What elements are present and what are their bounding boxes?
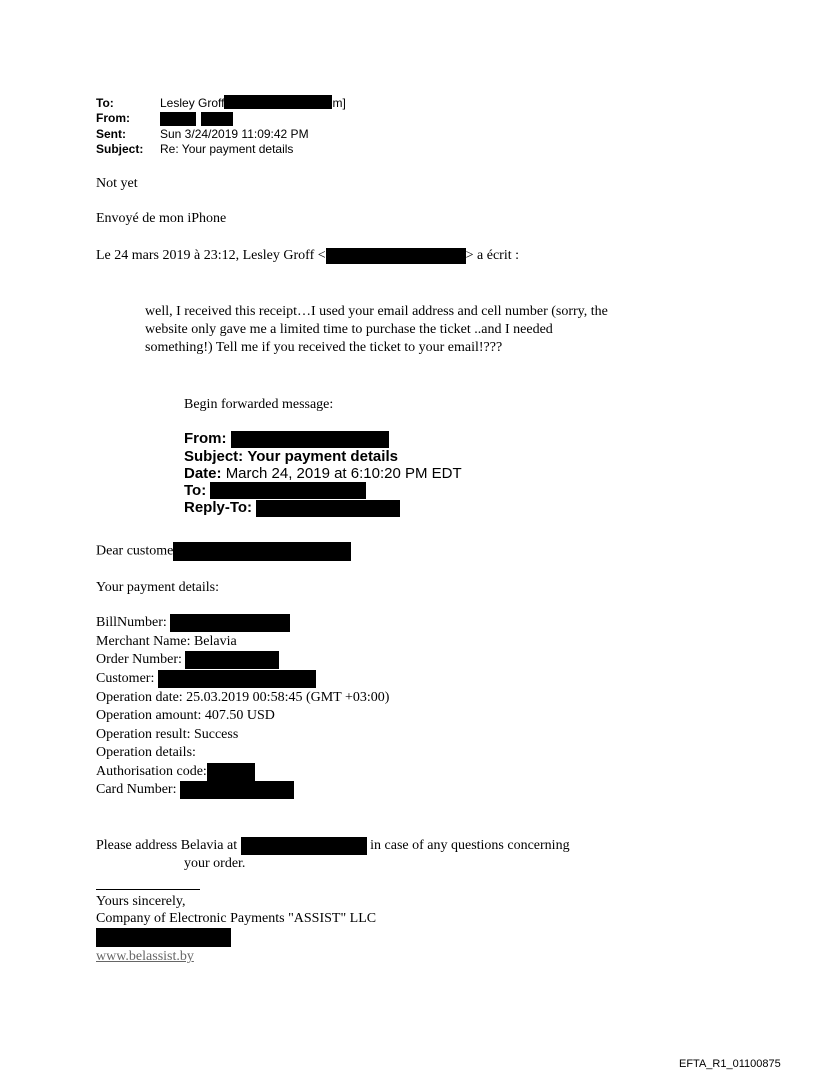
card-number-label: Card Number: (96, 782, 177, 798)
forwarded-date-value: March 24, 2019 at 6:10:20 PM EDT (225, 464, 462, 482)
forwarded-subject (184, 448, 462, 465)
quoted-line: well, I received this receipt…I used your email address and cell number (sorry, the (145, 304, 608, 319)
redaction-block (241, 837, 367, 855)
forwarded-subject-value: Your payment details (247, 447, 398, 465)
quoted-line: something!) Tell me if you received the ticket to your email!??? (145, 340, 503, 355)
forwarded-to-label: To: (184, 481, 207, 499)
operation-details-row: Operation details: (96, 745, 196, 761)
to-label: To: (96, 96, 114, 110)
sent-label: Sent: (96, 127, 126, 141)
address-line-2: your order. (184, 856, 246, 871)
forwarded-to (184, 482, 462, 500)
forwarded-replyto-label: Reply-To: (184, 499, 253, 517)
order-number-label: Order Number: (96, 652, 182, 668)
redaction-block (256, 500, 400, 517)
redaction-block (170, 614, 290, 632)
subject-value: Re: Your payment details (160, 142, 294, 156)
customer-label: Customer: (96, 671, 155, 687)
document-id: EFTA_R1_01100875 (679, 1058, 781, 1070)
operation-result-row: Operation result: Success (96, 726, 239, 742)
closing: Yours sincerely, (96, 894, 186, 909)
order-number-row (96, 651, 389, 670)
forwarded-replyto (184, 499, 462, 517)
forwarded-begin: Begin forwarded message: (184, 397, 334, 412)
greeting (96, 542, 351, 561)
website-link[interactable]: www.belassist.by (96, 949, 194, 964)
to-suffix: m] (332, 96, 346, 110)
company-name: Company of Electronic Payments "ASSIST" LLC (96, 911, 377, 926)
payment-details (96, 614, 389, 800)
redaction-block (158, 670, 316, 688)
receipt-intro: Your payment details: (96, 580, 220, 595)
forwarded-date (184, 465, 462, 482)
quote-intro-suffix: > a écrit : (465, 248, 520, 263)
signature-divider (96, 889, 200, 890)
operation-amount-row: Operation amount: 407.50 USD (96, 708, 275, 724)
forwarded-header (184, 430, 462, 517)
forwarded-subject-label: Subject: (184, 447, 244, 465)
quote-intro (96, 247, 519, 265)
reply-signature: Envoyé de mon iPhone (96, 211, 227, 226)
to-value (160, 97, 346, 110)
to-name: Lesley Groff (160, 96, 225, 110)
greeting-text: Dear custome (96, 543, 174, 559)
from-label: From: (96, 111, 130, 125)
quoted-message (145, 303, 608, 357)
redaction-block (326, 248, 466, 264)
operation-date-row: Operation date: 25.03.2019 00:58:45 (GMT +03:00) (96, 689, 390, 705)
redaction-block (224, 95, 332, 109)
card-number-row (96, 781, 389, 800)
from-value (160, 112, 233, 126)
sent-value: Sun 3/24/2019 11:09:42 PM (160, 127, 309, 141)
redaction-block (180, 781, 294, 799)
quoted-line: website only gave me a limited time to purchase the ticket ..and I needed (145, 322, 553, 337)
redaction-block (96, 928, 231, 947)
redaction-block (207, 763, 255, 781)
redaction-block (201, 112, 233, 126)
bill-number-label: BillNumber: (96, 615, 167, 631)
merchant-row: Merchant Name: Belavia (96, 633, 237, 649)
redaction-block (173, 542, 351, 561)
quote-intro-prefix: Le 24 mars 2019 à 23:12, Lesley Groff < (96, 248, 326, 263)
customer-row (96, 670, 389, 689)
forwarded-from-label: From: (184, 430, 227, 447)
bill-number-row (96, 614, 389, 633)
redaction-block (160, 112, 196, 126)
forwarded-date-label: Date: (184, 464, 222, 482)
subject-label: Subject: (96, 142, 144, 156)
forwarded-from (184, 430, 462, 448)
auth-code-label: Authorisation code: (96, 763, 207, 779)
redaction-block (185, 651, 279, 669)
reply-text: Not yet (96, 176, 138, 191)
address-line (96, 837, 570, 855)
auth-code-row (96, 763, 389, 782)
address-prefix: Please address Belavia at (96, 838, 238, 854)
address-suffix: in case of any questions concerning (370, 838, 570, 854)
redaction-block (231, 431, 389, 448)
redaction-block (210, 482, 366, 499)
